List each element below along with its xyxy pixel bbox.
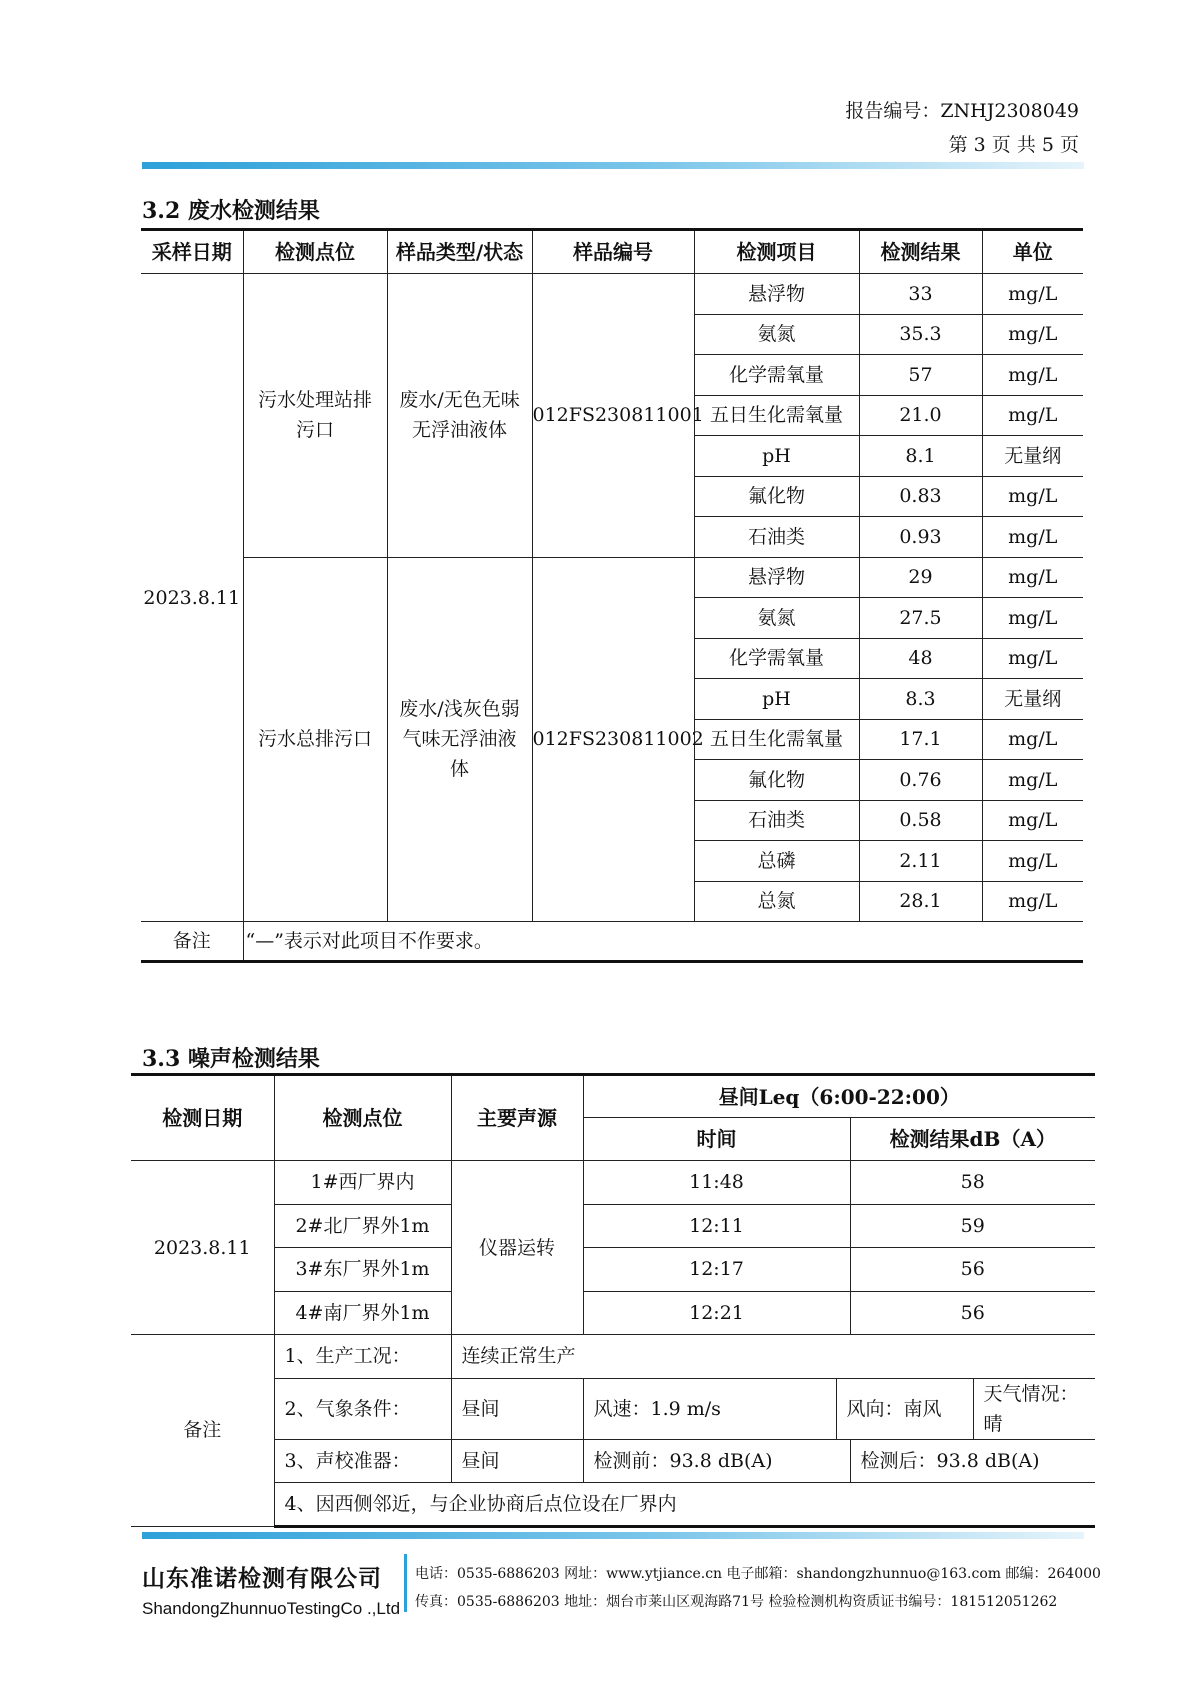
company-name-en: ShandongZhunnuoTestingCo .,Ltd	[142, 1599, 401, 1618]
test-item: 氟化物	[694, 760, 859, 801]
contact-line-1: 电话：0535-6886203 网址：www.ytjiance.cn 电子邮箱：shandongzhunnuo@163.com 邮编：264000	[415, 1566, 1101, 1582]
test-item: 氟化物	[694, 476, 859, 517]
test-item: 氨氮	[694, 598, 859, 639]
noise-col-source: 主要声源	[451, 1075, 583, 1161]
note-calibrator-label: 3、声校准器：	[274, 1439, 451, 1483]
test-unit: mg/L	[982, 719, 1083, 760]
noise-col-date: 检测日期	[131, 1075, 274, 1161]
section-title-noise: 3.3 噪声检测结果	[142, 1046, 320, 1072]
test-unit: mg/L	[982, 395, 1083, 436]
footer-separator	[404, 1554, 407, 1612]
note-calibrator-before: 检测前：93.8 dB(A)	[583, 1439, 850, 1483]
test-unit: mg/L	[982, 760, 1083, 801]
test-result: 0.76	[859, 760, 982, 801]
page-number: 第 3 页 共 5 页	[948, 134, 1079, 156]
test-unit: 无量纲	[982, 679, 1083, 720]
test-result: 17.1	[859, 719, 982, 760]
test-unit: mg/L	[982, 557, 1083, 598]
test-result: 8.3	[859, 679, 982, 720]
sample-number: 012FS230811001	[532, 274, 694, 558]
test-result: 35.3	[859, 314, 982, 355]
ww-note-label: 备注	[141, 922, 243, 962]
noise-time: 12:17	[583, 1248, 850, 1292]
note-wind-speed: 风速：1.9 m/s	[583, 1378, 836, 1439]
noise-note-label: 备注	[131, 1335, 274, 1527]
noise-site: 1#西厂界内	[274, 1161, 451, 1205]
company-name-cn: 山东准诺检测有限公司	[142, 1565, 382, 1592]
noise-col-period: 昼间Leq（6:00-22:00）	[583, 1075, 1095, 1118]
note-calibrator-period: 昼间	[451, 1439, 583, 1483]
sample-site: 污水总排污口	[243, 557, 387, 922]
table-row	[141, 557, 1083, 598]
test-item: 石油类	[694, 800, 859, 841]
noise-site: 2#北厂界外1m	[274, 1204, 451, 1248]
sample-type: 废水/无色无味无浮油液体	[387, 274, 532, 558]
test-result: 27.5	[859, 598, 982, 639]
note-weather-condition: 天气情况：晴	[973, 1378, 1095, 1439]
test-item: 化学需氧量	[694, 638, 859, 679]
ww-col-header: 采样日期	[141, 230, 243, 274]
test-item: 石油类	[694, 517, 859, 558]
test-result: 0.93	[859, 517, 982, 558]
report-header	[845, 94, 1079, 162]
sample-number: 012FS230811002	[532, 557, 694, 922]
note-weather-period: 昼间	[451, 1378, 583, 1439]
note-production-value: 连续正常生产	[451, 1335, 1095, 1379]
test-unit: mg/L	[982, 638, 1083, 679]
ww-note: “—”表示对此项目不作要求。	[243, 922, 1083, 962]
wastewater-table	[141, 228, 1083, 963]
test-result: 33	[859, 274, 982, 315]
noise-date: 2023.8.11	[131, 1161, 274, 1335]
ww-col-header: 样品编号	[532, 230, 694, 274]
note-calibrator-after: 检测后：93.8 dB(A)	[850, 1439, 1095, 1483]
noise-table	[131, 1073, 1095, 1528]
note-point-adjustment: 4、因西侧邻近，与企业协商后点位设在厂界内	[274, 1483, 1095, 1527]
test-unit: mg/L	[982, 476, 1083, 517]
note-wind-direction: 风向：南风	[836, 1378, 973, 1439]
test-unit: mg/L	[982, 800, 1083, 841]
test-item: 五日生化需氧量	[694, 395, 859, 436]
ww-col-header: 检测结果	[859, 230, 982, 274]
test-item: 悬浮物	[694, 274, 859, 315]
test-unit: mg/L	[982, 314, 1083, 355]
report-number: 报告编号：ZNHJ2308049	[845, 100, 1079, 122]
test-result: 8.1	[859, 436, 982, 477]
footer-contact	[415, 1560, 1101, 1616]
test-result: 2.11	[859, 841, 982, 882]
test-item: 悬浮物	[694, 557, 859, 598]
noise-time: 12:21	[583, 1291, 850, 1335]
test-result: 48	[859, 638, 982, 679]
sample-type: 废水/浅灰色弱气味无浮油液体	[387, 557, 532, 922]
test-result: 0.58	[859, 800, 982, 841]
noise-time: 11:48	[583, 1161, 850, 1205]
test-item: pH	[694, 436, 859, 477]
sample-site: 污水处理站排污口	[243, 274, 387, 558]
test-item: 化学需氧量	[694, 355, 859, 396]
ww-col-header: 检测点位	[243, 230, 387, 274]
noise-result: 59	[850, 1204, 1095, 1248]
test-unit: mg/L	[982, 274, 1083, 315]
test-result: 28.1	[859, 881, 982, 922]
noise-col-time: 时间	[583, 1118, 850, 1161]
test-item: 总氮	[694, 881, 859, 922]
noise-site: 3#东厂界外1m	[274, 1248, 451, 1292]
footer-divider	[142, 1532, 1084, 1539]
section-title-wastewater: 3.2 废水检测结果	[142, 198, 320, 224]
test-item: 总磷	[694, 841, 859, 882]
ww-col-header: 检测项目	[694, 230, 859, 274]
noise-source: 仪器运转	[451, 1161, 583, 1335]
test-result: 21.0	[859, 395, 982, 436]
test-unit: 无量纲	[982, 436, 1083, 477]
footer-company	[142, 1560, 400, 1619]
test-item: 五日生化需氧量	[694, 719, 859, 760]
test-unit: mg/L	[982, 355, 1083, 396]
sampling-date: 2023.8.11	[141, 274, 243, 922]
contact-line-2: 传真：0535-6886203 地址：烟台市莱山区观海路71号 检验检测机构资质证书编号：181512051262	[415, 1594, 1058, 1610]
test-item: 氨氮	[694, 314, 859, 355]
ww-col-header: 单位	[982, 230, 1083, 274]
test-unit: mg/L	[982, 841, 1083, 882]
noise-time: 12:11	[583, 1204, 850, 1248]
test-item: pH	[694, 679, 859, 720]
noise-result: 56	[850, 1291, 1095, 1335]
ww-col-header: 样品类型/状态	[387, 230, 532, 274]
noise-site: 4#南厂界外1m	[274, 1291, 451, 1335]
note-weather-label: 2、气象条件：	[274, 1378, 451, 1439]
test-result: 0.83	[859, 476, 982, 517]
noise-result: 58	[850, 1161, 1095, 1205]
test-unit: mg/L	[982, 881, 1083, 922]
test-unit: mg/L	[982, 598, 1083, 639]
table-row	[141, 274, 1083, 315]
test-unit: mg/L	[982, 517, 1083, 558]
noise-col-site: 检测点位	[274, 1075, 451, 1161]
noise-result: 56	[850, 1248, 1095, 1292]
test-result: 29	[859, 557, 982, 598]
noise-col-result: 检测结果dB（A）	[850, 1118, 1095, 1161]
test-result: 57	[859, 355, 982, 396]
note-production-label: 1、生产工况：	[274, 1335, 451, 1379]
header-divider	[142, 162, 1084, 169]
